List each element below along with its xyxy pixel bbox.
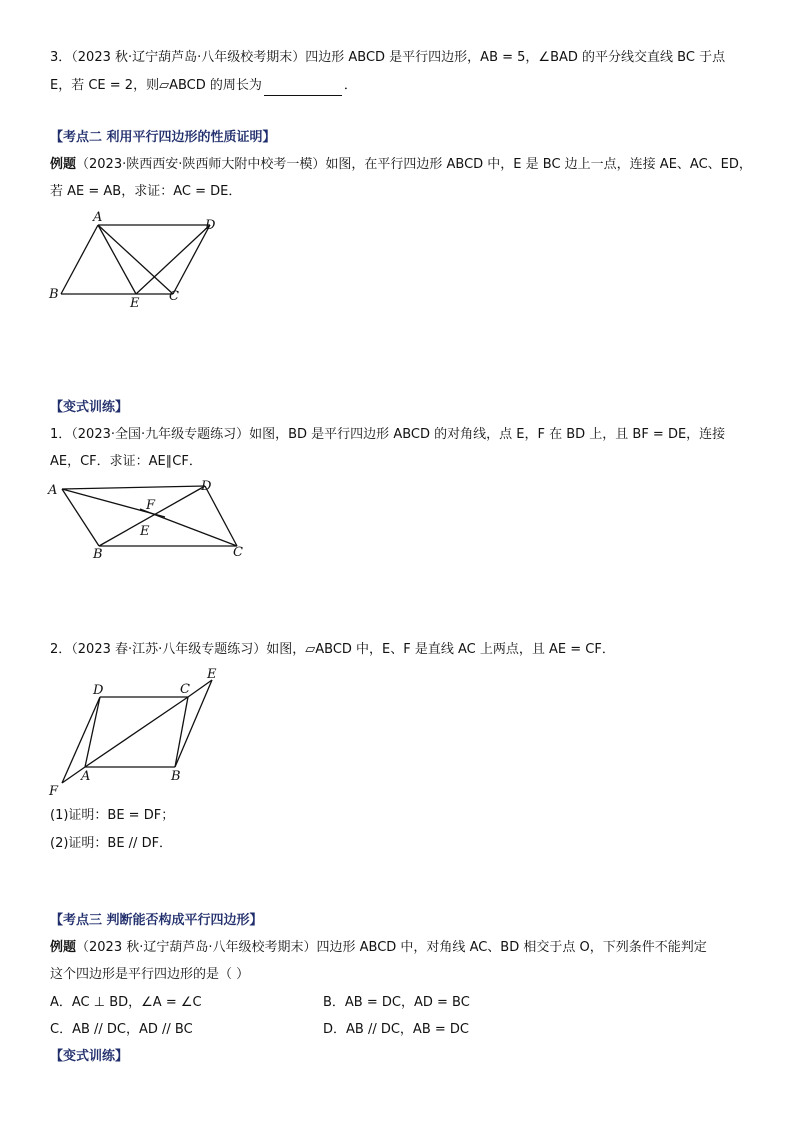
q3-line2-end: ． [343, 78, 357, 93]
q3-line1: 3．（2023 秋·辽宁葫芦岛·八年级校考期末）四边形 ABCD 是平行四边形，AB = 5，∠BAD 的平分线交直线 BC 于点 [50, 50, 726, 65]
option-a[interactable]: A．AC ⊥ BD，∠A = ∠C [50, 995, 202, 1010]
variant1-q2-line1: 2．（2023 春·江苏·八年级专题练习）如图，▱ABCD 中，E、F 是直线 AC 上两点，且 AE = CF． [50, 642, 615, 657]
q3-line2 [50, 76, 357, 96]
answer-blank[interactable] [264, 81, 342, 96]
fig3-label-b: B [171, 769, 181, 784]
example-label-2: 例题 [50, 940, 77, 955]
fig1-label-a: A [93, 210, 103, 225]
fig1-label-b: B [49, 287, 59, 302]
fig2-label-b: B [93, 547, 103, 562]
option-b[interactable]: B．AB = DC，AD = BC [323, 995, 470, 1010]
section3-example-line1 [50, 938, 707, 958]
section3-example-line2: 这个四边形是平行四边形的是（ ） [50, 967, 250, 982]
variant1-q2-part2: (2)证明：BE // DF． [50, 836, 173, 851]
example-text-2: （2023 秋·辽宁葫芦岛·八年级校考期末）四边形 ABCD 中，对角线 AC、BD 相交于点 O，下列条件不能判定 [76, 940, 707, 955]
option-c[interactable]: C．AB // DC，AD // BC [50, 1022, 193, 1037]
variant1-q1-line2: AE，CF．求证：AE∥CF． [50, 454, 202, 469]
figure-parallelogram-1 [45, 205, 305, 325]
fig1-label-c: C [169, 289, 179, 304]
fig1-label-e: E [130, 296, 140, 311]
fig1-label-d: D [205, 218, 216, 233]
figure-parallelogram-3 [45, 665, 245, 805]
fig3-label-d: D [93, 683, 104, 698]
section2-example-line2: 若 AE = AB，求证：AC = DE． [50, 184, 242, 199]
fig3-label-a: A [81, 769, 91, 784]
example-label: 例题 [50, 157, 77, 172]
fig2-label-e: E [140, 524, 150, 539]
section3-variant-heading: 【变式训练】 [50, 1049, 129, 1064]
figure-parallelogram-2 [45, 478, 305, 568]
fig2-label-f: F [146, 498, 156, 513]
section2-example-line1 [50, 155, 752, 175]
section3-heading: 【考点三 判断能否构成平行四边形】 [50, 913, 263, 928]
q3-line2-text: E，若 CE = 2，则▱ABCD 的周长为 [50, 78, 262, 93]
variant1-q2-part1: (1)证明：BE = DF； [50, 808, 175, 823]
fig2-label-d: D [201, 479, 212, 494]
variant1-q1-line1: 1．（2023·全国·九年级专题练习）如图，BD 是平行四边形 ABCD 的对角线，点 E，F 在 BD 上，且 BF = DE，连接 [50, 427, 726, 442]
fig3-label-f: F [49, 784, 59, 799]
example-text: （2023·陕西西安·陕西师大附中校考一模）如图，在平行四边形 ABCD 中，E 是 BC 边上一点，连接 AE、AC、ED， [76, 157, 752, 172]
variant1-heading: 【变式训练】 [50, 400, 129, 415]
section2-heading: 【考点二 利用平行四边形的性质证明】 [50, 130, 276, 145]
fig3-label-e: E [207, 667, 217, 682]
fig2-label-a: A [48, 483, 58, 498]
fig2-label-c: C [233, 545, 243, 560]
option-d[interactable]: D．AB // DC，AB = DC [323, 1022, 469, 1037]
fig3-label-c: C [180, 682, 190, 697]
